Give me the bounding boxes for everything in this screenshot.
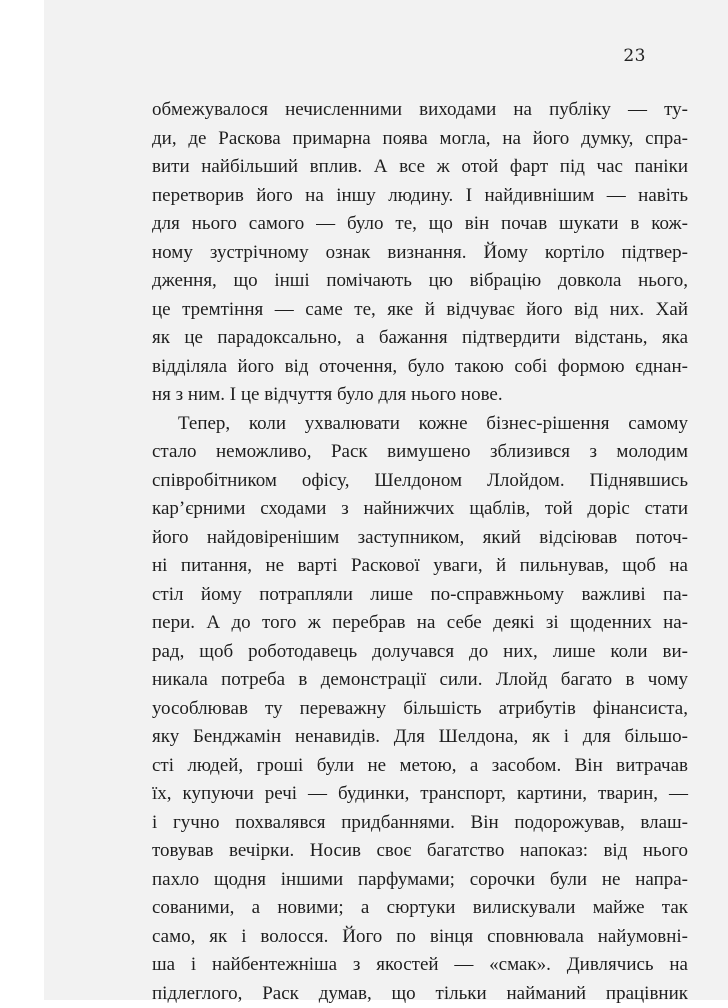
book-page bbox=[44, 0, 728, 1000]
text-line: обмежувалося нечисленними виходами на публіку — ту- bbox=[152, 96, 688, 125]
page-number: 23 bbox=[623, 46, 646, 66]
text-line: никала потреба в демонстрації сили. Ллойд багато в чому bbox=[152, 666, 688, 695]
text-line: рад, щоб роботодавець долучався до них, лише коли ви- bbox=[152, 638, 688, 667]
text-line: відділяла його від оточення, було такою собі формою єднан- bbox=[152, 353, 688, 382]
text-line: його найдовіренішим заступником, який відсіював поточ- bbox=[152, 524, 688, 553]
text-line: кар’єрними сходами з найнижчих щаблів, той доріс стати bbox=[152, 495, 688, 524]
text-line: Тепер, коли ухвалювати кожне бізнес-рішення самому bbox=[152, 410, 688, 439]
text-line: ному зустрічному ознак визнання. Йому кортіло підтвер- bbox=[152, 239, 688, 268]
text-line: уособлював ту переважну більшість атрибутів фінансиста, bbox=[152, 695, 688, 724]
text-line: для нього самого — було те, що він почав шукати в кож- bbox=[152, 210, 688, 239]
text-line: яку Бенджамін ненавидів. Для Шелдона, як і для більшо- bbox=[152, 723, 688, 752]
body-text bbox=[152, 96, 688, 1008]
text-line: підлеглого, Раск думав, що тільки найманий працівник bbox=[152, 980, 688, 1008]
text-line: пери. А до того ж перебрав на себе деякі зі щоденних на- bbox=[152, 609, 688, 638]
text-line: співробітником офісу, Шелдоном Ллойдом. Піднявшись bbox=[152, 467, 688, 496]
text-line: стало неможливо, Раск вимушено зблизився з молодим bbox=[152, 438, 688, 467]
text-line: їх, купуючи речі — будинки, транспорт, картини, тварин, — bbox=[152, 780, 688, 809]
text-line: і гучно похвалявся придбаннями. Він подорожував, влаш- bbox=[152, 809, 688, 838]
text-line: ні питання, не варті Раскової уваги, й пильнував, щоб на bbox=[152, 552, 688, 581]
text-line: дження, що інші помічають цю вібрацію довкола нього, bbox=[152, 267, 688, 296]
text-line: ди, де Раскова примарна поява могла, на його думку, спра- bbox=[152, 125, 688, 154]
text-line: як це парадоксально, а бажання підтвердити відстань, яка bbox=[152, 324, 688, 353]
text-line: ша і найбентежніша з якостей — «смак». Дивлячись на bbox=[152, 951, 688, 980]
text-line: ня з ним. І це відчуття було для нього нове. bbox=[152, 381, 688, 410]
text-line: стіл йому потрапляли лише по-справжньому важливі па- bbox=[152, 581, 688, 610]
text-line: вити найбільший вплив. А все ж отой фарт під час паніки bbox=[152, 153, 688, 182]
text-line: пахло щодня іншими парфумами; сорочки були не напра- bbox=[152, 866, 688, 895]
text-line: перетворив його на іншу людину. І найдивнішим — навіть bbox=[152, 182, 688, 211]
text-line: це тремтіння — саме те, яке й відчуває його від них. Хай bbox=[152, 296, 688, 325]
text-line: сованими, а новими; а сюртуки вилискували майже так bbox=[152, 894, 688, 923]
text-line: сті людей, гроші були не метою, а засобом. Він витрачав bbox=[152, 752, 688, 781]
text-line: товував вечірки. Носив своє багатство напоказ: від нього bbox=[152, 837, 688, 866]
text-line: само, як і волосся. Його по вінця сповнювала найумовні- bbox=[152, 923, 688, 952]
